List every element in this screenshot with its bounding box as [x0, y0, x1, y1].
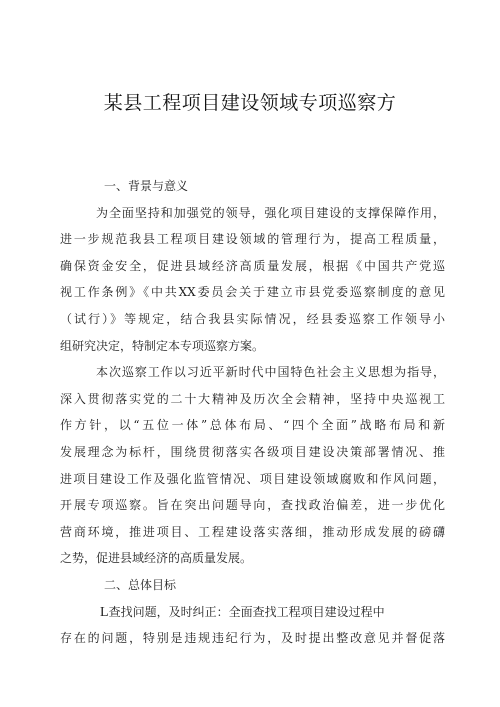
section-heading-background: 一、背景与意义 — [104, 179, 189, 193]
paragraph-line: 营商环境，推进项目、工程建设落实落细，推动形成发展的磅礴 — [60, 524, 445, 539]
list-item-text: 查找问题，及时纠正：全面查找工程项目建设过程中 — [108, 604, 385, 619]
paragraph-line: 进项目建设工作及强化监管情况、项目建设领域腐败和作风问题， — [60, 471, 445, 486]
paragraph-line: 开展专项巡察。旨在突出问题导向，查找政治偏差，进一步优化 — [60, 498, 445, 513]
list-item-number: L — [100, 604, 109, 620]
paragraph-line: 视工作条例》《中共XX委员会关于建立市县党委巡察制度的意见 — [60, 285, 445, 300]
paragraph-line: 本次巡察工作以习近平新时代中国特色社会主义思想为指导， — [96, 365, 445, 380]
document-body — [60, 173, 445, 652]
paragraph-line: 组研究决定，特制定本专项巡察方案。 — [60, 338, 265, 353]
paragraph-guidance — [60, 359, 445, 572]
paragraph-line: 确保资金安全，促进县域经济高质量发展，根据《中国共产党巡 — [60, 258, 445, 273]
paragraph-line: 发展理念为标杆，围绕贯彻落实各级项目建设决策部署情况、推 — [60, 444, 445, 459]
paragraph-line: 存在的问题，特别是违规违纪行为，及时提出整改意见并督促落 — [60, 631, 445, 646]
list-item-first-line — [60, 599, 445, 626]
paragraph-line: 为全面坚持和加强党的领导，强化项目建设的支撑保障作用， — [96, 205, 445, 220]
section-heading-goals: 二、总体目标 — [104, 577, 177, 592]
paragraph-line: 之势，促进县域经济的高质量发展。 — [60, 551, 253, 566]
paragraph-line: （试行）》等规定，结合我县实际情况，经县委巡察工作领导小 — [60, 311, 445, 326]
document-title: 某县工程项目建设领域专项巡察方 — [103, 92, 397, 114]
paragraph-line: 深入贯彻落实党的二十大精神及历次全会精神，坚持中央巡视工 — [60, 391, 445, 406]
paragraph-purpose — [60, 200, 445, 360]
paragraph-line: 作方针，以“五位一体”总体布局、“四个全面”战略布局和新 — [60, 418, 445, 433]
list-item — [60, 599, 445, 652]
paragraph-line: 进一步规范我县工程项目建设领域的管理行为，提高工程质量， — [60, 232, 445, 247]
